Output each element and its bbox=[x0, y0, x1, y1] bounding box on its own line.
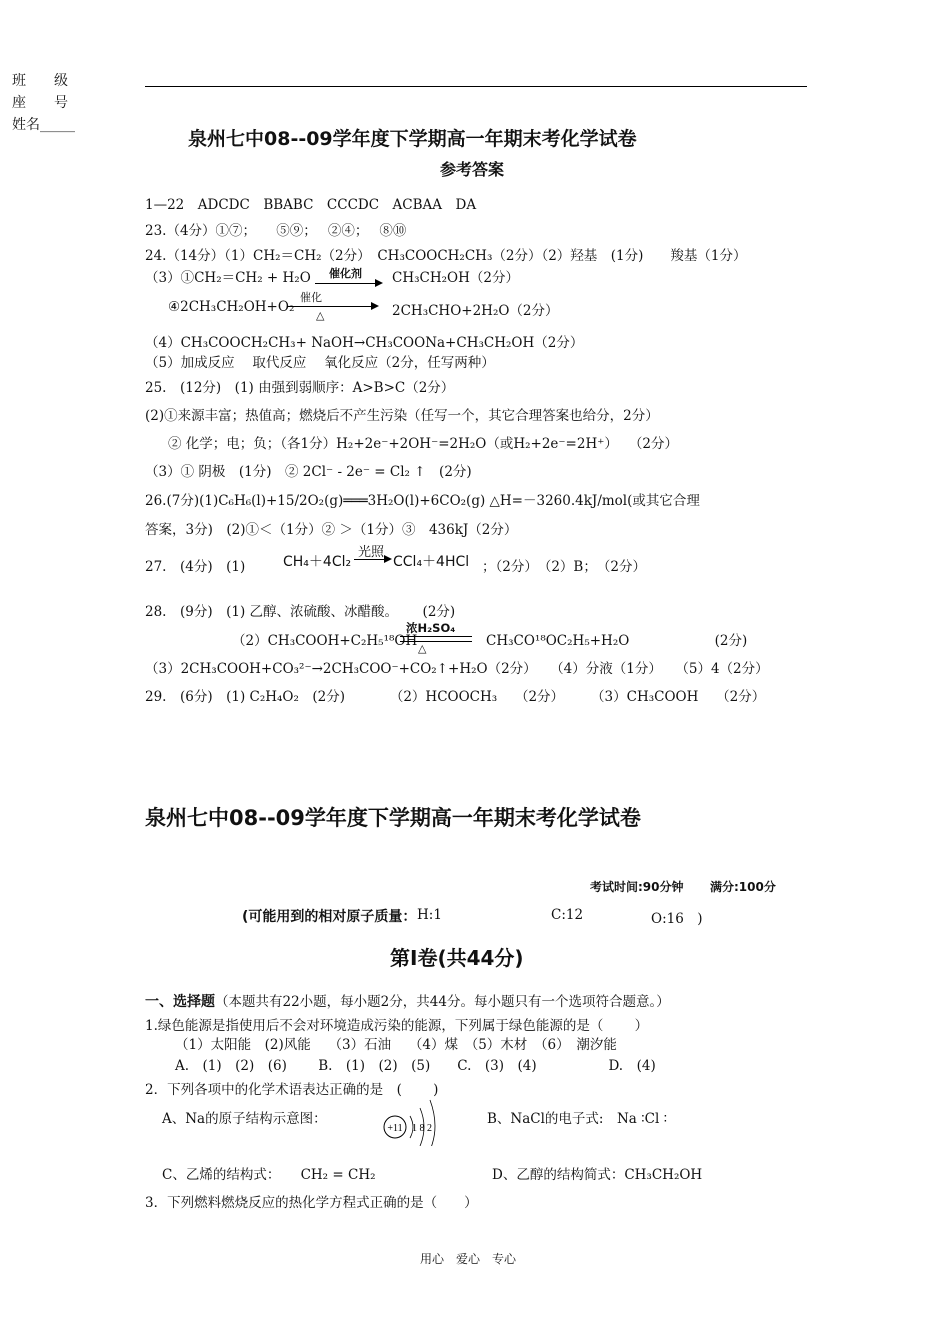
shell-electrons: 1 8 2 bbox=[412, 1123, 432, 1134]
condition-light: 光照 bbox=[358, 545, 385, 560]
question-2: 2．下列各项中的化学术语表达正确的是 ( ) bbox=[145, 1082, 439, 1098]
reaction-arrow bbox=[287, 306, 373, 307]
answer-line: 2CH₃CHO+2H₂O（2分） bbox=[392, 303, 559, 319]
answer-line: CH₃CO¹⁸OC₂H₅+H₂O (2分) bbox=[486, 633, 748, 649]
section-heading: 一、选择题 bbox=[145, 994, 215, 1010]
exam-time: 考试时间:90分钟 bbox=[590, 880, 684, 894]
answer-line: （4）CH₃COOCH₂CH₃+ NaOH→CH₃COONa+CH₃CH₂OH（2分） bbox=[145, 335, 584, 351]
answer-line: CH₃CH₂OH（2分） bbox=[392, 270, 519, 286]
reaction-arrowhead bbox=[371, 302, 379, 310]
answer-line: （3）①CH₂＝CH₂ + H₂O bbox=[145, 270, 311, 286]
reaction-arrow bbox=[354, 559, 386, 560]
answer-line: ；（2分） （2）B； （2分） bbox=[482, 559, 646, 575]
atom-structure-diagram bbox=[378, 1090, 448, 1146]
section-desc: （本题共有22小题，每小题2分，共44分。每小题只有一个选项符合题意。） bbox=[215, 994, 670, 1010]
condition-heat: △ bbox=[316, 309, 325, 322]
section-title: 第Ⅰ卷(共44分) bbox=[390, 946, 524, 970]
nucleus-label: +11 bbox=[387, 1123, 403, 1134]
mass-h: H:1 bbox=[417, 907, 442, 923]
question-3: 3．下列燃料燃烧反应的热化学方程式正确的是（ ） bbox=[145, 1195, 478, 1211]
mass-o: O:16 ) bbox=[651, 911, 703, 927]
answer-line: （3）① 阴极 (1分) ② 2Cl⁻ - 2e⁻ = Cl₂ ↑ (2分) bbox=[145, 464, 472, 480]
eq27-right: CCl₄＋4HCl bbox=[393, 554, 470, 570]
condition-heat: △ bbox=[418, 642, 427, 655]
condition-catalyst: 催化剂 bbox=[329, 267, 362, 280]
question-2-option-a: A、Na的原子结构示意图： bbox=[162, 1111, 327, 1127]
reaction-arrowhead bbox=[375, 279, 383, 287]
header-rule bbox=[145, 86, 807, 87]
question-2-option-c: C、乙烯的结构式： CH₂ = CH₂ bbox=[162, 1167, 376, 1183]
answer-line: (2)①来源丰富；热值高；燃烧后不产生污染（任写一个，其它合理答案也给分，2分） bbox=[145, 408, 659, 424]
answer-line: ④2CH₃CH₂OH+O₂ bbox=[168, 299, 295, 315]
page-subtitle: 参考答案 bbox=[440, 160, 505, 179]
question-2-option-d: D、乙醇的结构简式：CH₃CH₂OH bbox=[492, 1167, 703, 1183]
question-2-option-b: B、NaCl的电子式: Na ∶Cl ∶ bbox=[487, 1111, 668, 1127]
answer-line: 28. (9分) (1) 乙醇、浓硫酸、冰醋酸。 (2分) bbox=[145, 604, 456, 620]
answer-line: 23.（4分）①⑦； ⑤⑨； ②④； ⑧⑩ bbox=[145, 223, 407, 239]
exam-score: 满分:100分 bbox=[710, 880, 776, 894]
answer-line: ② 化学；电；负；（各1分）H₂+2e⁻+2OH⁻=2H₂O（或H₂+2e⁻=2H⁺） （2分） bbox=[168, 436, 678, 452]
reversible-arrow-bottom bbox=[400, 641, 472, 642]
name-label: 姓名_____ bbox=[12, 117, 75, 133]
seat-label: 座 号 bbox=[12, 95, 68, 111]
answer-line: 1—22 ADCDC BBABC CCCDC ACBAA DA bbox=[145, 197, 477, 213]
page-footer: 用心 爱心 专心 bbox=[420, 1252, 517, 1266]
answer-line: （2）CH₃COOH+C₂H₅¹⁸OH bbox=[232, 633, 418, 649]
answer-line: 24.（14分）（1）CH₂＝CH₂（2分） CH₃COOCH₂CH₃（2分）（2）羟基 (1分) 羧基（1分） bbox=[145, 248, 747, 264]
reaction-arrowhead bbox=[384, 555, 392, 563]
class-label: 班 级 bbox=[12, 73, 68, 89]
eq27-left: CH₄＋4Cl₂ bbox=[283, 554, 352, 570]
mass-c: C:12 bbox=[551, 907, 584, 923]
question-1-options: A. (1) (2) (6) B. (1) (2) (5) C. (3) (4) D. (4) bbox=[175, 1058, 656, 1074]
question-1-items: （1）太阳能 (2)风能 （3）石油 （4）煤 （5）木材 （6） 潮汐能 bbox=[175, 1037, 617, 1053]
answer-line: 答案，3分) (2)①＜（1分）② ＞（1分）③ 436kJ（2分） bbox=[145, 522, 518, 538]
question-1: 1.绿色能源是指使用后不会对环境造成污染的能源，下列属于绿色能源的是（ ） bbox=[145, 1018, 649, 1034]
answer-line: 25. (12分) (1) 由强到弱顺序：A>B>C（2分） bbox=[145, 380, 455, 396]
condition-catalyst-short: 催化 bbox=[300, 291, 322, 304]
exam-title: 泉州七中08--09学年度下学期高一年期末考化学试卷 bbox=[145, 806, 641, 830]
condition-conc-acid: 浓H₂SO₄ bbox=[406, 621, 456, 635]
page-title: 泉州七中08--09学年度下学期高一年期末考化学试卷 bbox=[188, 128, 637, 150]
answer-line: 27. (4分) (1) bbox=[145, 559, 246, 575]
answer-line: 26.(7分)(1)C₆H₆(l)+15/2O₂(g)═══3H₂O(l)+6CO₂(g) △H=－3260.4kJ/mol(或其它合理 bbox=[145, 493, 700, 509]
answer-line: （5）加成反应 取代反应 氧化反应（2分，任写两种） bbox=[145, 355, 495, 371]
reaction-arrow bbox=[315, 283, 377, 284]
answer-line: 29. (6分) (1) C₂H₄O₂ (2分) （2）HCOOCH₃ （2分） （3）CH₃COOH （2分） bbox=[145, 689, 766, 705]
answer-line: （3）2CH₃COOH+CO₃²⁻→2CH₃COO⁻+CO₂↑+H₂O（2分） （4）分液（1分） （5）4（2分） bbox=[145, 661, 769, 677]
atomic-mass-label: (可能用到的相对原子质量： bbox=[242, 909, 417, 925]
reversible-arrow-top bbox=[400, 636, 472, 637]
